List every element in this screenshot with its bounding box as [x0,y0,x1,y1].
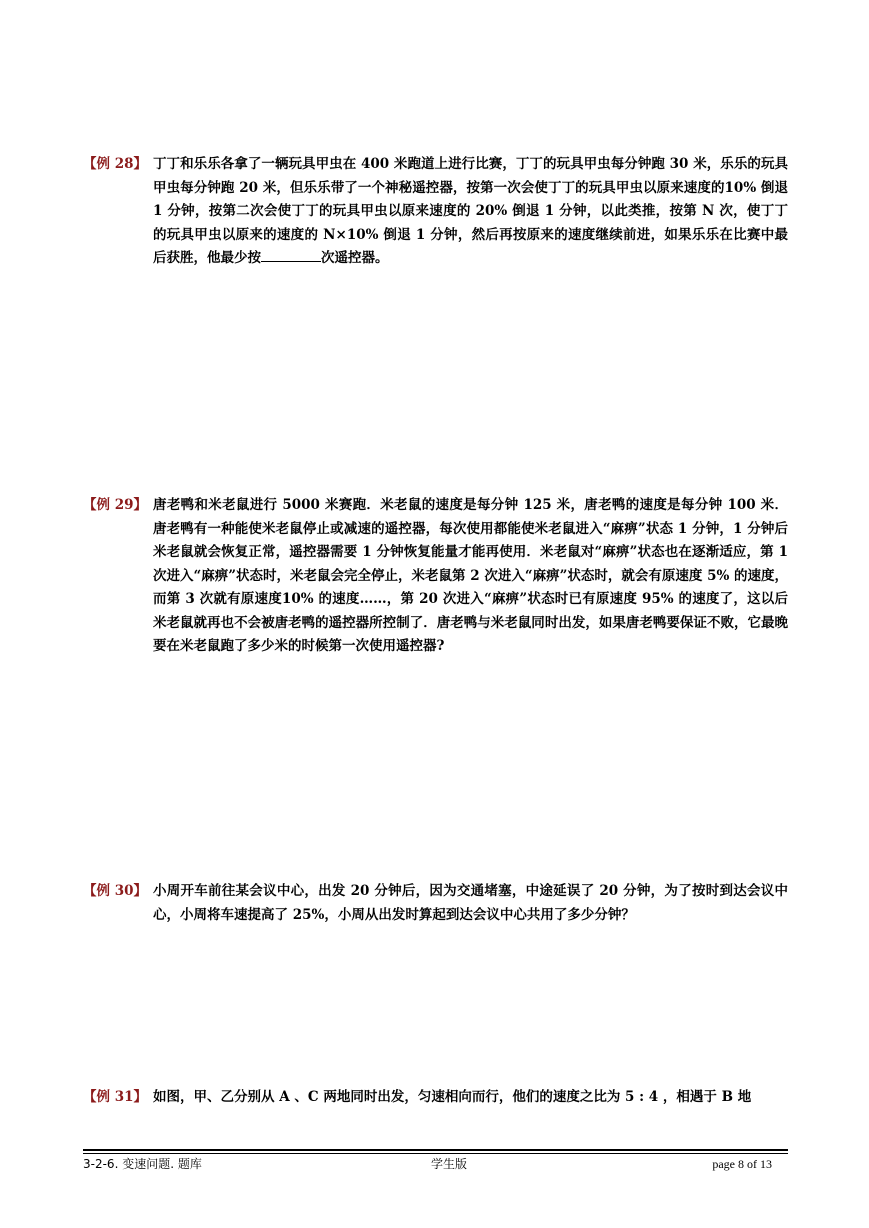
label-text: 例 31 [96,1089,134,1105]
problem-31 [83,1086,788,1110]
footer-section-title: 3-2-6. 变速问题. 题库 [83,1157,202,1171]
problem-label [83,494,147,518]
label-text: 例 28 [96,156,134,172]
problem-text: 如图，甲、乙分别从 A 、C 两地同时出发，匀速相向而行，他们的速度之比为 5 : 4 ，相遇于 B 地 [153,1089,752,1105]
problem-text [153,153,788,271]
problem-text: 唐老鸭和米老鼠进行 5000 米赛跑．米老鼠的速度是每分钟 125 米，唐老鸭的速度是每分钟 100 米．唐老鸭有一种能使米老鼠停止或减速的遥控器，每次使用都能使米老鼠进入“麻痹”状态 1 分钟，1 分钟后米老鼠就会恢复正常，遥控器需要 1 分钟恢复能量才能再使用．米老鼠对“麻痹”状态也在逐渐适应，第 1 次进入“麻痹”状态时，米老鼠会完全停止，米老鼠第 2 次进入“麻痹”状态时，就会有原速度 5% 的速度，而第 3 次就有原速度10% 的速度……，第 20 次进入“麻痹”状态时已有原速度 95% 的速度了，这以后米老鼠就再也不会被唐老鸭的遥控器所控制了．唐老鸭与米老鼠同时出发，如果唐老鸭要保证不败，它最晚要在米老鼠跑了多少米的时候第一次使用遥控器? [153,497,788,654]
footer-divider-thick [83,1149,788,1151]
problem-label [83,1086,147,1110]
problem-30 [83,880,788,927]
label-bracket-close: 】 [133,883,147,899]
label-text: 例 30 [96,883,134,899]
label-bracket-open: 【 [83,883,97,899]
label-bracket-close: 】 [133,497,147,513]
problem-28 [83,153,788,271]
label-bracket-open: 【 [83,1089,97,1105]
problem-29 [83,494,788,659]
problem-text: 小周开车前往某会议中心，出发 20 分钟后，因为交通堵塞，中途延误了 20 分钟，为了按时到达会议中心，小周将车速提高了 25%，小周从出发时算起到达会议中心共用了多少分钟？ [153,883,788,923]
footer-page-number: page 8 of 13 [712,1157,772,1171]
footer-divider-thin [83,1153,788,1154]
label-bracket-open: 【 [83,497,97,513]
problem-text-tail: 次遥控器。 [321,250,389,266]
answer-blank [261,247,321,262]
problem-text-main: 丁丁和乐乐各拿了一辆玩具甲虫在 400 米跑道上进行比赛，丁丁的玩具甲虫每分钟跑 30 米，乐乐的玩具甲虫每分钟跑 20 米，但乐乐带了一个神秘遥控器，按第一次会使丁丁的玩具甲虫以原来速度的10% 倒退 1 分钟，按第二次会使丁丁的玩具甲虫以原来速度的 20% 倒退 1 分钟，以此类推，按第 N 次，使丁丁的玩具甲虫以原来的速度的 N×10% 倒退 1 分钟，然后再按原来的速度继续前进，如果乐乐在比赛中最后获胜，他最少按 [153,156,788,266]
label-bracket-close: 】 [133,1089,147,1105]
problem-label [83,880,147,904]
label-text: 例 29 [96,497,134,513]
footer-edition: 学生版 [431,1157,468,1171]
label-bracket-close: 】 [133,156,147,172]
problem-label [83,153,147,177]
label-bracket-open: 【 [83,156,97,172]
